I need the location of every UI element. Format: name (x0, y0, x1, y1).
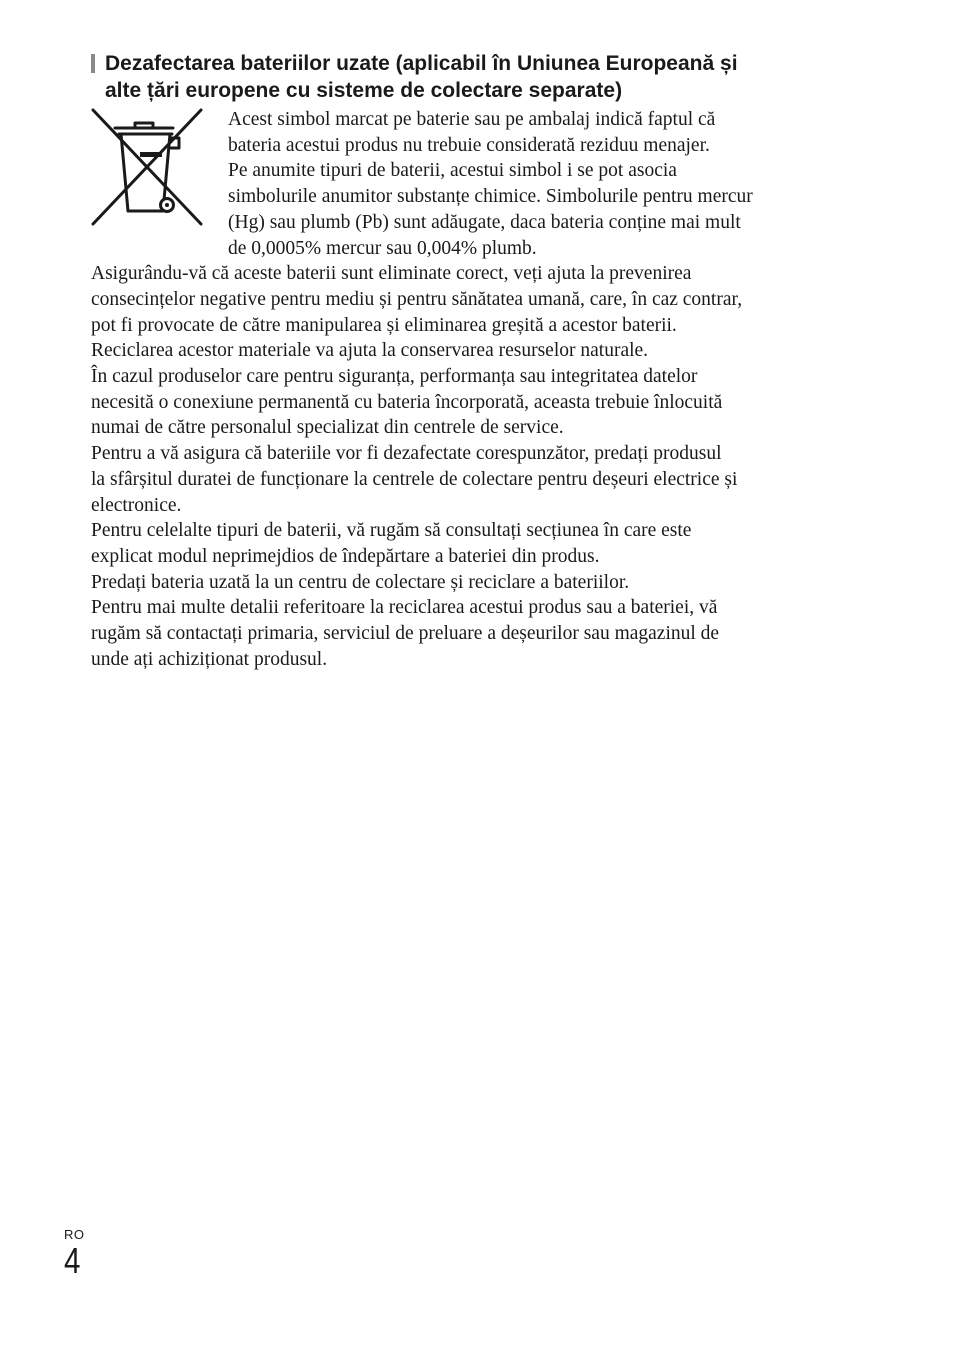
page-number: 4 (64, 1240, 81, 1281)
body-line: Pentru celelalte tipuri de baterii, vă rugăm să consultați secțiunea în care este (91, 520, 692, 542)
body-line: la sfârșitul duratei de funcționare la centrele de colectare pentru deșeuri electrice și (91, 468, 738, 490)
language-code: RO (64, 1227, 85, 1242)
body-paragraph (91, 261, 851, 672)
body-line: rugăm să contactați primaria, serviciul de preluare a deșeurilor sau magazinul de (91, 623, 720, 645)
body-line: necesită o conexiune permanentă cu bateria încorporată, aceasta trebuie înlocuită (91, 391, 723, 413)
body-line: Pentru mai multe detalii referitoare la reciclarea acestui produs sau a bateriei, vă (91, 597, 718, 619)
intro-line: (Hg) sau plumb (Pb) sunt adăugate, daca bateria conține mai mult (228, 211, 741, 233)
intro-line: Acest simbol marcat pe baterie sau pe ambalaj indică faptul că (228, 109, 716, 130)
heading-marker (91, 54, 95, 73)
body-line: Asigurându-vă că aceste baterii sunt eliminate corect, veți ajuta la prevenirea (91, 263, 692, 285)
intro-line: simbolurile anumitor substanțe chimice. Simbolurile pentru mercur (228, 186, 753, 208)
crossed-out-wheelie-bin-icon (91, 108, 221, 230)
heading-line-1: Dezafectarea bateriilor uzate (aplicabil în Uniunea Europeană și (105, 52, 738, 75)
intro-line: Pe anumite tipuri de baterii, acestui simbol i se pot asocia (228, 160, 677, 182)
body-line: unde ați achiziționat produsul. (91, 648, 328, 670)
body-line: Reciclarea acestor materiale va ajuta la conservarea resurselor naturale. (91, 340, 649, 362)
intro-line: bateria acestui produs nu trebuie considerată reziduu menajer. (228, 134, 710, 156)
body-line: Pentru a vă asigura că bateriile vor fi dezafectate corespunzător, predați produsul (91, 443, 722, 465)
battery-disposal-section (91, 50, 851, 672)
intro-block (91, 107, 851, 261)
body-line: pot fi provocate de către manipularea și eliminarea greșită a acestor baterii. (91, 314, 677, 336)
body-line: În cazul produselor care pentru siguranța, performanța sau integritatea datelor (91, 366, 698, 388)
intro-paragraph (228, 107, 851, 261)
body-line: numai de către personalul specializat din centrele de service. (91, 417, 564, 439)
heading-line-2: alte țări europene cu sisteme de colectare separate) (105, 79, 623, 102)
body-line: consecințelor negative pentru mediu și pentru sănătatea umană, care, în caz contrar, (91, 288, 743, 310)
section-heading (91, 50, 851, 104)
body-line: explicat modul neprimejdios de îndepărtare a bateriei din produs. (91, 545, 600, 567)
intro-line: de 0,0005% mercur sau 0,004% plumb. (228, 237, 537, 259)
body-line: electronice. (91, 494, 182, 516)
page-footer (64, 1228, 85, 1280)
body-line: Predați bateria uzată la un centru de colectare și reciclare a bateriilor. (91, 571, 630, 593)
